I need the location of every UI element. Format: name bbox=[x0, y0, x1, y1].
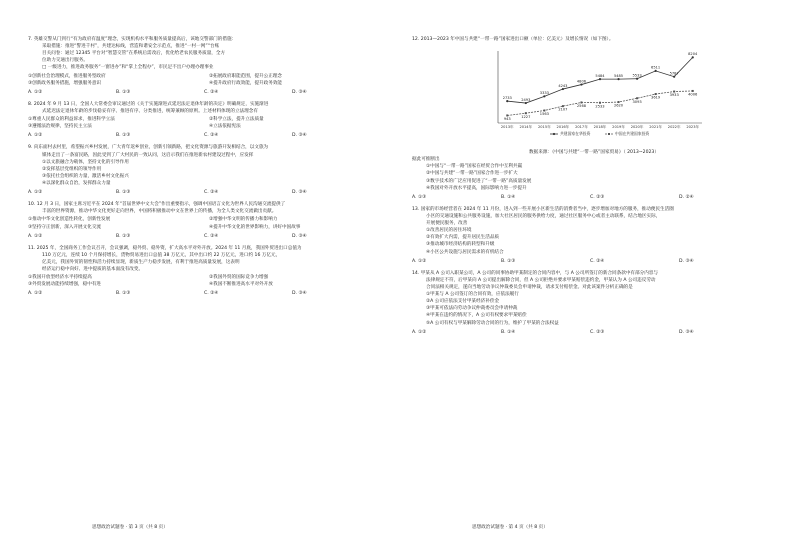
right-page bbox=[412, 36, 768, 341]
option: ④小区公共设施与居民需求的有机结合 bbox=[426, 249, 504, 255]
choice-d: D. ③④ bbox=[292, 233, 307, 239]
data-point bbox=[617, 78, 619, 80]
stem-line: 小区的交通设施和公共服务设施，加大社区居民的服务供给力度，通过社区服务中心或者主动联系，结合地区实际， bbox=[426, 213, 661, 219]
question-12 bbox=[412, 36, 768, 201]
question-stem: 11. 2025 年，全国商务工作会议召开，会议强调，稳外贸、稳外资，扩大高水平对外开放。2024 年 11 月底，我国外贸进出口总值为 bbox=[28, 245, 302, 251]
data-point bbox=[525, 102, 527, 104]
option: ③甲某可依法向劳动争议仲裁委员会申请仲裁 bbox=[426, 306, 518, 312]
option: ②有效扩大内需，提升居民生活品质 bbox=[426, 235, 500, 241]
option: ②我国外贸的国际竞争力增强 bbox=[209, 275, 269, 281]
data-label: 3933 bbox=[669, 93, 679, 98]
stem-line: 开展便民服务，改善 bbox=[426, 221, 468, 227]
stem-line: 亿美元，我国外贸的韧性和活力持续显现，新质生产力稳步发展，有利于推进高质量发展，这表明 bbox=[42, 259, 240, 265]
question-stem: 10. 12 月 3 日，国家主席习近平在 2024 年“首届世界中文大会”作出重要指示，强调中国语言文化为世界人民沟通交流提供了 bbox=[28, 202, 286, 208]
option: ③坚持守正创新，深入开展文化交流 bbox=[28, 224, 102, 230]
stem-line: 110 万亿元，连续 10 个月保持增长，货物贸易进出口总值 38 万亿元，其中出口约 22 万亿元，进口约 16 万亿元， bbox=[42, 252, 281, 258]
legend-label: 共建国家在华投资 bbox=[560, 131, 591, 137]
data-label: 2533 bbox=[595, 104, 605, 109]
choice-b: B. ①④ bbox=[501, 329, 516, 335]
question-stem: 14. 甲某从 A 公司入职某公司，A 公司的同事协助甲某制定的合同内容中，与 A 公司所签订的新合同条款中有部分内容与 bbox=[412, 270, 658, 276]
stem-line: □ 一级进力，推进政务服务“一窗进办”和“掌上全程办”，市民足不出户办理办理事业 bbox=[42, 65, 214, 71]
data-label: 4806 bbox=[576, 79, 587, 84]
data-point bbox=[636, 78, 638, 80]
option: ④以深化群众自治，发挥群众力量 bbox=[42, 180, 111, 186]
x-tick-label: 2023年 bbox=[686, 125, 700, 130]
data-label: 5533 bbox=[632, 73, 642, 78]
option: ①甲某与 A 公司签订的合同有效，应依法履行 bbox=[426, 292, 519, 298]
stem-line: 合同法相关规定，遂向当地劳动争议仲裁委员会申请仲裁，请求支付赔偿金。对此该案件分析正确的是 bbox=[426, 284, 633, 290]
data-label: 4243 bbox=[558, 83, 568, 88]
x-tick-label: 2020年 bbox=[630, 125, 644, 130]
choice-a: A. ①② bbox=[28, 190, 43, 196]
page-footer-left: 思想政治试题卷 · 第 3 页（共 8 页） bbox=[92, 525, 168, 530]
page-footer-right: 思想政治试题卷 · 第 4 页（共 8 页） bbox=[472, 525, 548, 530]
choice-b: B. ①③ bbox=[116, 133, 131, 139]
x-tick-label: 2021年 bbox=[649, 125, 663, 130]
data-point bbox=[692, 56, 694, 58]
option: ③数字技术的广泛应用促进了“一带一路”高质量发展 bbox=[426, 178, 532, 184]
choice-d: D. ③④ bbox=[679, 329, 694, 335]
choice-a: A. ①② bbox=[28, 233, 43, 239]
option: ①我国开放型经济水平持续提高 bbox=[28, 275, 92, 281]
data-label: 3333 bbox=[539, 91, 549, 96]
question-stem: 7. 英雄交警从门到行“有为政府有温度”理念，实现机构水平和服务质量提高后，该地交警部门的措施： bbox=[28, 37, 237, 42]
data-point bbox=[562, 88, 564, 90]
stem-line: 采取措施：推进“警进千村”，共建达标线，营造和谐安全示范点，推进“一村一网”“台账 bbox=[42, 44, 220, 50]
choice-c: C. ②③ bbox=[590, 329, 605, 335]
option: ③外贸发展动能持续增强，稳中有进 bbox=[28, 282, 102, 288]
data-label: 5484 bbox=[595, 74, 605, 79]
choice-c: C. ②④ bbox=[590, 258, 605, 264]
option: ①尊重人民群众的利益诉求，推进科学立法 bbox=[28, 117, 115, 123]
option: ④立法依据宪法 bbox=[209, 124, 241, 130]
data-point bbox=[580, 84, 582, 86]
data-label: 2620 bbox=[613, 103, 624, 108]
stem-line: 法律规定不符，后甲某向 A 公司提出解除合同，但 A 公司拒绝并要求甲某赔偿违约金，甲某认为 A 公司违反劳动 bbox=[426, 277, 656, 283]
choice-a: A. ①② bbox=[28, 89, 43, 95]
x-tick-label: 2017年 bbox=[575, 125, 588, 130]
trade-chart bbox=[480, 45, 708, 156]
option: ②拓展政府职能范围，提升公正理念 bbox=[209, 73, 283, 79]
legend-marker bbox=[553, 133, 555, 135]
legend-marker bbox=[608, 133, 610, 135]
option: ④提升政府行政效能，提升政务效能 bbox=[209, 80, 283, 86]
choice-b: B. ①③ bbox=[116, 233, 131, 239]
question-stem: 9. 向东面村去村里，希望振兴乡村发展，广大青年返乡创业，创新引领新路，把文化资源与旅游开发相结合，以文旅为 bbox=[28, 145, 269, 151]
stem-line: 媒体走出了一条富民路，因此受到了广大村民的一致认同，这启示我们在推进新农村建设过程中，应发挥 bbox=[42, 152, 254, 158]
data-label: 1563 bbox=[539, 112, 549, 117]
choice-d: D. ③④ bbox=[292, 133, 307, 139]
stem-line: 位助力交通出行服务。 bbox=[42, 58, 88, 64]
data-label: 6511 bbox=[651, 65, 661, 70]
question-10 bbox=[28, 201, 380, 240]
choice-d: D. ③④ bbox=[292, 89, 307, 95]
option: ③依托社会组织的力量，激活乡村文化振兴 bbox=[42, 173, 129, 179]
data-point bbox=[506, 100, 508, 102]
data-label: 5787 bbox=[669, 71, 679, 76]
option: ②科学立法，提升立法质量 bbox=[209, 117, 264, 123]
choice-a: A. ①② bbox=[28, 291, 43, 297]
choice-a: A. ①② bbox=[412, 258, 427, 264]
x-tick-label: 2018年 bbox=[593, 125, 607, 130]
data-label: 943 bbox=[503, 117, 511, 122]
data-label: 2493 bbox=[521, 97, 531, 102]
data-point bbox=[599, 78, 601, 80]
data-label: 8204 bbox=[688, 52, 698, 57]
line-chart bbox=[480, 45, 708, 149]
choice-c: C. ②④ bbox=[204, 133, 219, 139]
choice-b: B. ①③ bbox=[501, 258, 516, 264]
choice-a: A. ①② bbox=[28, 133, 43, 139]
choice-a: A. ①③ bbox=[412, 194, 427, 200]
x-tick-label: 2015年 bbox=[537, 125, 551, 130]
choice-d: D. ②④ bbox=[679, 194, 694, 200]
data-label: 3093 bbox=[632, 99, 642, 104]
left-page bbox=[28, 36, 380, 303]
option: ①改善居民的居住环境 bbox=[426, 228, 472, 234]
x-tick-label: 2019年 bbox=[612, 125, 625, 130]
legend-label: 中国在共建国家投资 bbox=[615, 131, 650, 137]
choice-c: C. ②④ bbox=[204, 89, 219, 95]
stem-line: 目关问卷：通过 12345 平台对“智慧交管”在系统后需改后，优化给老农民服务质量，全方 bbox=[42, 51, 226, 57]
option: ③遵循法治规律，坚持民主立法 bbox=[28, 124, 92, 130]
choice-c: C. ②④ bbox=[204, 190, 219, 196]
x-tick-label: 2016年 bbox=[556, 125, 570, 130]
option: ④甲某在违约的情况下，A 公司有权要求甲某赔偿 bbox=[426, 313, 527, 319]
choice-d: D. ③④ bbox=[679, 258, 694, 264]
question-stem: 13. 国家的市场经营者在 2024 年 11 月份，进入到一些开展小区新生活的消费者当中，逐步增加对地方的服务，推动便民生活圈 bbox=[412, 206, 674, 212]
option: ②中国与共建“一带一路”国家合作进一步扩大 bbox=[426, 171, 518, 177]
option: ②A 公司应依法支付甲某经济补偿金 bbox=[426, 299, 500, 305]
data-point bbox=[655, 70, 657, 72]
data-label: 2568 bbox=[576, 104, 587, 109]
question-9 bbox=[28, 144, 380, 196]
question-stem: 8. 2024 年 9 月 13 日，全国人大常委会审议通过的《关于实施渐进式延迟法定退休年龄的决定》明确规定，实施渐进 bbox=[28, 101, 269, 107]
option: ①中国与“一带一路”国家在经贸合作中互利共赢 bbox=[426, 164, 523, 170]
option: ①推动中华文化创造性转化，创新性发展 bbox=[28, 217, 111, 223]
data-label: 2733 bbox=[502, 96, 512, 101]
question-7 bbox=[28, 36, 380, 96]
stem-line: 式延迟法定退休年龄的步伐稳妥有序、推进有序、分类推进，统筹兼顾的原则。上述材料体现的立法理念有 bbox=[42, 108, 258, 114]
choice-b: B. ①④ bbox=[501, 194, 516, 200]
option: ④我国对外开放水平提高，国际影响力进一步提升 bbox=[426, 185, 527, 191]
data-label: 2107 bbox=[558, 107, 568, 112]
question-prompt: 据此可推断出 bbox=[412, 157, 440, 163]
question-stem: 12. 2013—2023 年中国与共建“一带一路”国家进出口额（单位：亿美元）及增长情况（如下图）。 bbox=[412, 37, 614, 42]
option: ②发挥基层党组织的领导作用 bbox=[42, 166, 102, 172]
data-point bbox=[673, 76, 675, 78]
choice-d: D. ③④ bbox=[292, 291, 307, 297]
option: ③创新政务服务措施，增强服务意识 bbox=[28, 80, 102, 86]
data-label: 5485 bbox=[613, 74, 624, 79]
choice-c: C. ②④ bbox=[204, 291, 219, 297]
x-tick-label: 2014年 bbox=[519, 125, 533, 130]
option: ①创新社会治理模式，推进服务型政府 bbox=[28, 73, 106, 79]
option: ④我国不断推进高水平对外开放 bbox=[209, 282, 273, 288]
choice-b: B. ①③ bbox=[116, 291, 131, 297]
question-8 bbox=[28, 101, 380, 140]
data-label: 3619 bbox=[651, 95, 661, 100]
choice-b: B. ①③ bbox=[116, 190, 131, 196]
chart-source: 数据来源：《中国与共建“一带一路”国家贸易》（ 2013~2023） bbox=[529, 150, 659, 156]
stem-line: 丰富的世界资源，推动中华文化更好走向世界，中国将积极推动中文在世界上的传播，为全人类文化交流做出贡献。 bbox=[42, 209, 277, 215]
data-point bbox=[543, 95, 545, 97]
data-label: 4006 bbox=[688, 92, 698, 97]
option: ⑤A 公司有权与甲某解除劳动合同的行为，维护了甲某的合法权益 bbox=[426, 320, 559, 326]
data-label: 1227 bbox=[521, 114, 531, 119]
question-14 bbox=[412, 270, 768, 336]
choice-c: C. ②④ bbox=[204, 233, 219, 239]
option: ①以文旅融合为载体，坚持文化的引导作用 bbox=[42, 159, 129, 165]
option: ④提升中华文化的世界影响力，讲好中国故事 bbox=[209, 224, 301, 230]
x-tick-label: 2022年 bbox=[667, 125, 681, 130]
choice-d: D. ③④ bbox=[292, 190, 307, 196]
question-13 bbox=[412, 206, 768, 265]
option: ②增强中华文明的传播力和影响力 bbox=[209, 217, 278, 223]
choice-b: B. ①③ bbox=[116, 89, 131, 95]
choice-c: C. ②③ bbox=[590, 194, 605, 200]
stem-line: 经济运行稳中向好、进中提质的基本面没有改变。 bbox=[42, 267, 144, 273]
x-tick-label: 2013年 bbox=[500, 125, 514, 130]
question-11 bbox=[28, 245, 380, 298]
option: ③推动城市经济结构的转型和升级 bbox=[426, 242, 495, 248]
choice-a: A. ①② bbox=[412, 329, 427, 335]
